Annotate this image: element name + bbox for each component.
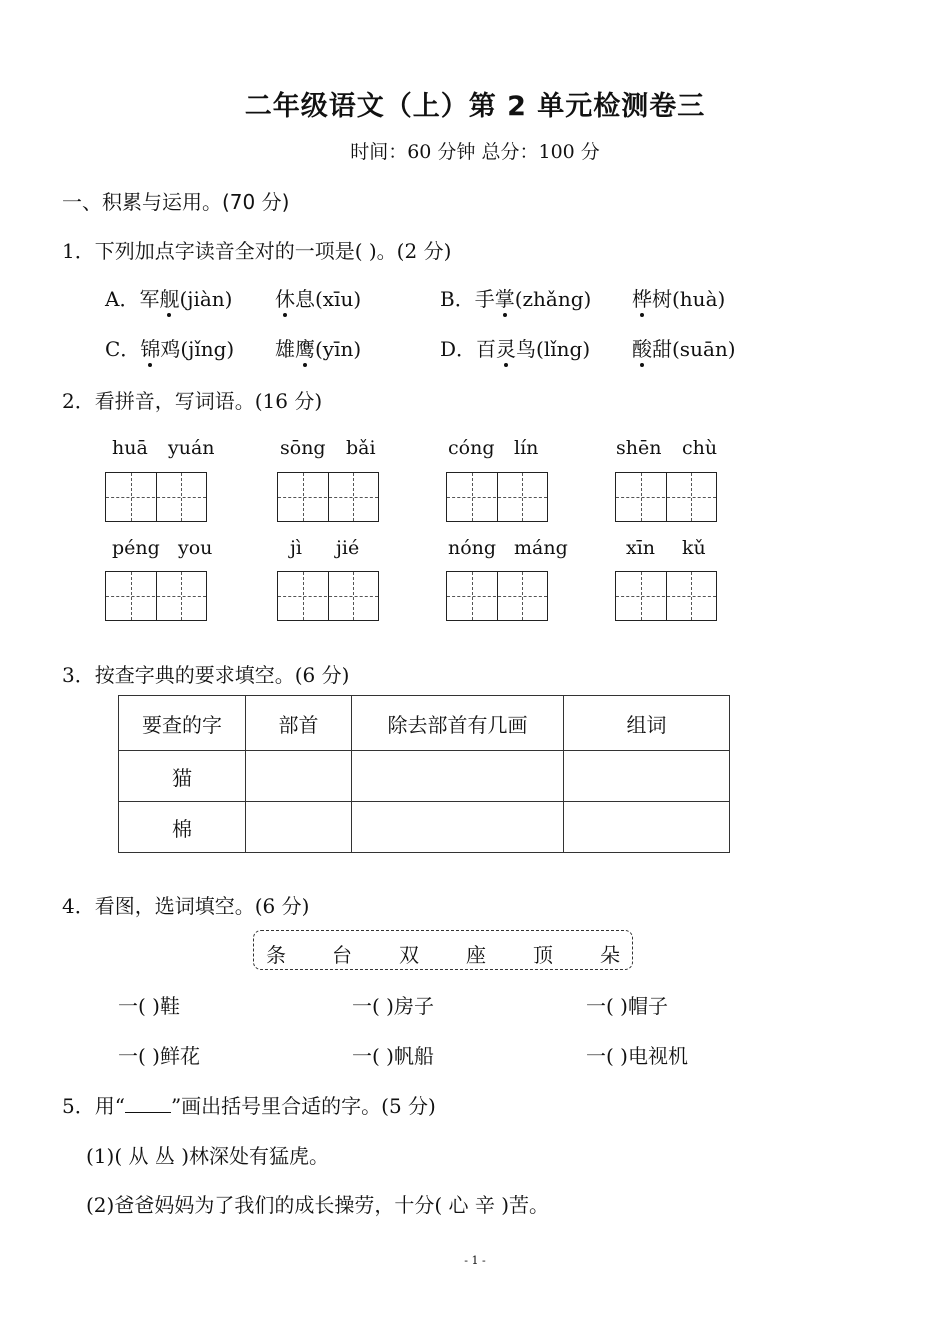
pinyin: huā: [112, 437, 148, 459]
dotted-char: 桦: [632, 283, 652, 312]
pinyin: jié: [336, 537, 360, 559]
word-option: 座: [466, 943, 486, 967]
dictionary-table: [118, 695, 730, 853]
option-a: A．军舰(jiàn): [105, 283, 232, 312]
option-b-word-2: 桦树(huà): [632, 283, 725, 312]
question-1-stem: 1．下列加点字读音全对的一项是( )。(2 分): [62, 239, 452, 263]
table-cell-blank[interactable]: [352, 751, 564, 802]
pinyin: yuán: [168, 437, 215, 459]
page-title: 二年级语文（上）第 2 单元检测卷三: [244, 91, 706, 122]
dotted-char: 休: [275, 283, 295, 312]
pinyin: jì: [290, 537, 302, 559]
fill-blank[interactable]: 一( )房子: [352, 994, 434, 1018]
word-option: 双: [399, 943, 419, 967]
pinyin: lín: [514, 437, 539, 459]
table-cell-blank[interactable]: [564, 802, 730, 853]
pinyin: you: [178, 537, 213, 559]
table-cell-char: 猫: [119, 751, 246, 802]
table-cell-blank[interactable]: [246, 802, 352, 853]
pinyin: nóng: [448, 537, 497, 559]
underline-sample: [125, 1096, 171, 1113]
dotted-char: 灵: [496, 333, 516, 362]
writing-grid[interactable]: [446, 571, 548, 621]
pinyin: péng: [112, 537, 160, 559]
table-row: [119, 802, 730, 853]
dotted-char: 鹰: [295, 333, 315, 362]
pinyin: bǎi: [346, 437, 376, 459]
table-header: 组词: [564, 696, 730, 751]
option-label: A．: [105, 287, 140, 311]
q5-item-1[interactable]: (1)( 从 丛 )林深处有猛虎。: [86, 1144, 330, 1168]
table-header: 部首: [246, 696, 352, 751]
pinyin: máng: [514, 537, 568, 559]
option-label: C．: [105, 337, 141, 361]
table-row: [119, 751, 730, 802]
pinyin: shēn: [616, 437, 662, 459]
word-option: 台: [332, 943, 352, 967]
fill-blank[interactable]: 一( )鞋: [118, 994, 180, 1018]
table-cell-char: 棉: [119, 802, 246, 853]
table-header: 除去部首有几画: [352, 696, 564, 751]
writing-grid[interactable]: [446, 472, 548, 522]
pinyin: sōng: [280, 437, 326, 459]
table-cell-blank[interactable]: [352, 802, 564, 853]
pinyin: xīn: [626, 537, 656, 559]
dotted-char: 锦: [140, 333, 160, 362]
question-3-stem: 3．按查字典的要求填空。(6 分): [62, 663, 350, 687]
fill-blank[interactable]: 一( )鲜花: [118, 1044, 200, 1068]
word-option: 朵: [600, 943, 620, 967]
option-a-word-2: 休息(xīu): [275, 283, 361, 312]
word-bank: [253, 930, 633, 970]
pinyin: kǔ: [682, 537, 706, 559]
table-cell-blank[interactable]: [564, 751, 730, 802]
option-label: D．: [440, 337, 477, 361]
option-d-word-2: 酸甜(suān): [632, 333, 736, 362]
question-2-stem: 2．看拼音，写词语。(16 分): [62, 389, 323, 413]
option-c-word-2: 雄鹰(yīn): [275, 333, 361, 362]
word-option: 顶: [533, 943, 553, 967]
table-header: 要查的字: [119, 696, 246, 751]
section-heading: 一、积累与运用。(70 分): [62, 190, 290, 214]
writing-grid[interactable]: [615, 571, 717, 621]
fill-blank[interactable]: 一( )帽子: [586, 994, 668, 1018]
fill-blank[interactable]: 一( )电视机: [586, 1044, 688, 1068]
dotted-char: 酸: [632, 333, 652, 362]
option-label: B．: [440, 287, 475, 311]
question-5-stem: 5．用“ ”画出括号里合适的字。(5 分): [62, 1094, 436, 1118]
dotted-char: 舰: [159, 283, 179, 312]
fill-blank[interactable]: 一( )帆船: [352, 1044, 434, 1068]
option-b: B．手掌(zhǎng): [440, 283, 591, 312]
word-option: 条: [266, 943, 286, 967]
option-d: D．百灵鸟(lǐng): [440, 333, 590, 362]
dotted-char: 掌: [495, 283, 515, 312]
question-4-stem: 4．看图，选词填空。(6 分): [62, 894, 310, 918]
exam-info: 时间：60 分钟 总分：100 分: [350, 141, 600, 163]
writing-grid[interactable]: [105, 571, 207, 621]
option-c: C．锦鸡(jǐng): [105, 333, 234, 362]
q5-item-2[interactable]: (2)爸爸妈妈为了我们的成长操劳，十分( 心 辛 )苦。: [86, 1193, 550, 1217]
pinyin: cóng: [448, 437, 495, 459]
writing-grid[interactable]: [615, 472, 717, 522]
writing-grid[interactable]: [277, 571, 379, 621]
table-cell-blank[interactable]: [246, 751, 352, 802]
pinyin: chù: [682, 437, 718, 459]
page-number: - 1 -: [464, 1254, 486, 1267]
writing-grid[interactable]: [277, 472, 379, 522]
writing-grid[interactable]: [105, 472, 207, 522]
